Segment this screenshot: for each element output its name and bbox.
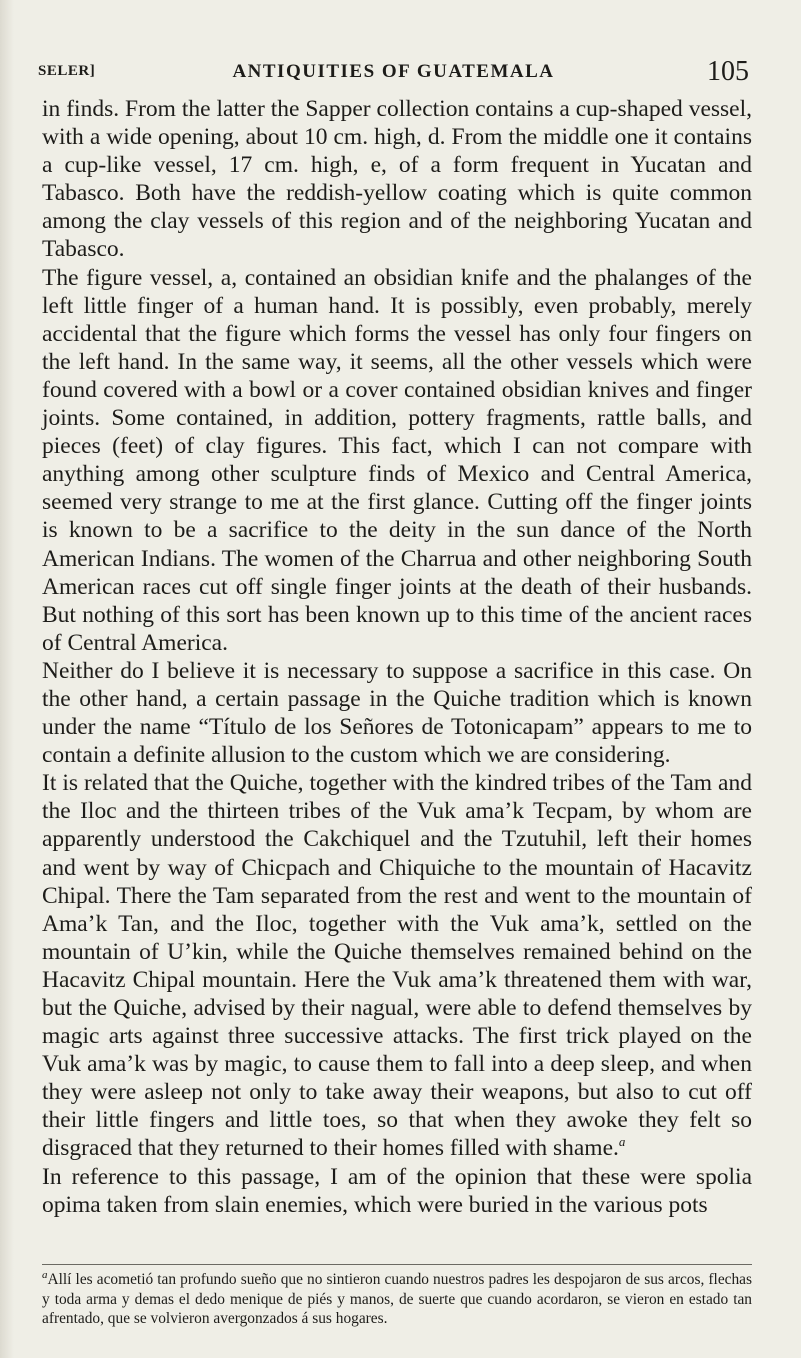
footnote-text: Allí les acometió tan profundo sueño que no sintieron cuando nuestros padres les despojaron de sus arcos, flechas y toda arma y demas el dedo menique de piés y manos, de suerte que cuando acordaron, se vieron en estado tan afrentado, que se volvieron avergonzados á sus hogares. xyxy=(42,1271,752,1327)
paragraph-4 xyxy=(42,769,752,1162)
page-number: 105 xyxy=(707,56,749,87)
footnote-divider xyxy=(42,1264,752,1265)
paragraph-2: The figure vessel, a, contained an obsidian knife and the phalanges of the left little finger of a human hand. It is possibly, even probably, merely accidental that the figure which forms the vessel has only four fingers on the left hand. In the same way, it seems, all the other vessels which were found covered with a bowl or a cover contained obsidian knives and finger joints. Some contained, in addition, pottery fragments, rattle balls, and pieces (feet) of clay figures. This fact, which I can not compare with anything among other sculpture finds of Mexico and Central America, seemed very strange to me at the first glance. Cutting off the finger joints is known to be a sacrifice to the deity in the sun dance of the North American Indians. The women of the Charrua and other neighboring South American races cut off single finger joints at the death of their husbands. But nothing of this sort has been known up to this time of the ancient races of Central America. xyxy=(42,264,752,656)
footnote-marker: a xyxy=(42,1268,48,1281)
paragraph-5: In reference to this passage, I am of the opinion that these were spolia opima taken from slain enemies, which were buried in the various pots xyxy=(42,1163,752,1218)
paragraph-4-text: It is related that the Quiche, together with the kindred tribes of the Tam and the Iloc and the thirteen tribes of the Vuk ama’k Tecpam, by whom are apparently understood the Cakchiquel and the Tzutuhil, left their homes and went by way of Chicpach and Chiquiche to the mountain of Hacavitz Chipal. There the Tam separated from the rest and went to the mountain of Ama’k Tan, and the Iloc, together with the Vuk ama’k, settled on the mountain of U’kin, while the Quiche themselves remained behind on the Hacavitz Chipal mountain. Here the Vuk ama’k threatened them with war, but the Quiche, advised by their nagual, were able to defend themselves by magic arts against three successive attacks. The first trick played on the Vuk ama’k was by magic, to cause them to fall into a deep sleep, and when they were asleep not only to take away their weapons, but also to cut off their little fingers and little toes, so that when they awoke they felt so disgraced that they returned to their homes filled with shame. xyxy=(42,770,752,1162)
running-head-author: SELER] xyxy=(38,63,96,79)
running-head xyxy=(38,56,749,90)
paragraph-3: Neither do I believe it is necessary to suppose a sacrifice in this case. On the other hand, a certain passage in the Quiche tradition which is known under the name “Título de los Señores de Totonicapam” appears to me to contain a definite allusion to the custom which we are considering. xyxy=(42,657,752,769)
paragraph-1: in finds. From the latter the Sapper collection contains a cup-shaped vessel, with a wide opening, about 10 cm. high, d. From the middle one it contains a cup-like vessel, 17 cm. high, e, of a form frequent in Yucatan and Tabasco. Both have the reddish-yellow coating which is quite common among the clay vessels of this region and of the neighboring Yucatan and Tabasco. xyxy=(42,96,752,263)
body-text xyxy=(42,95,752,1219)
page-edge-shadow xyxy=(0,0,14,1358)
footnote xyxy=(42,1270,752,1329)
footnote-reference: a xyxy=(618,1134,626,1150)
running-head-title: ANTIQUITIES OF GUATEMALA xyxy=(232,61,555,82)
